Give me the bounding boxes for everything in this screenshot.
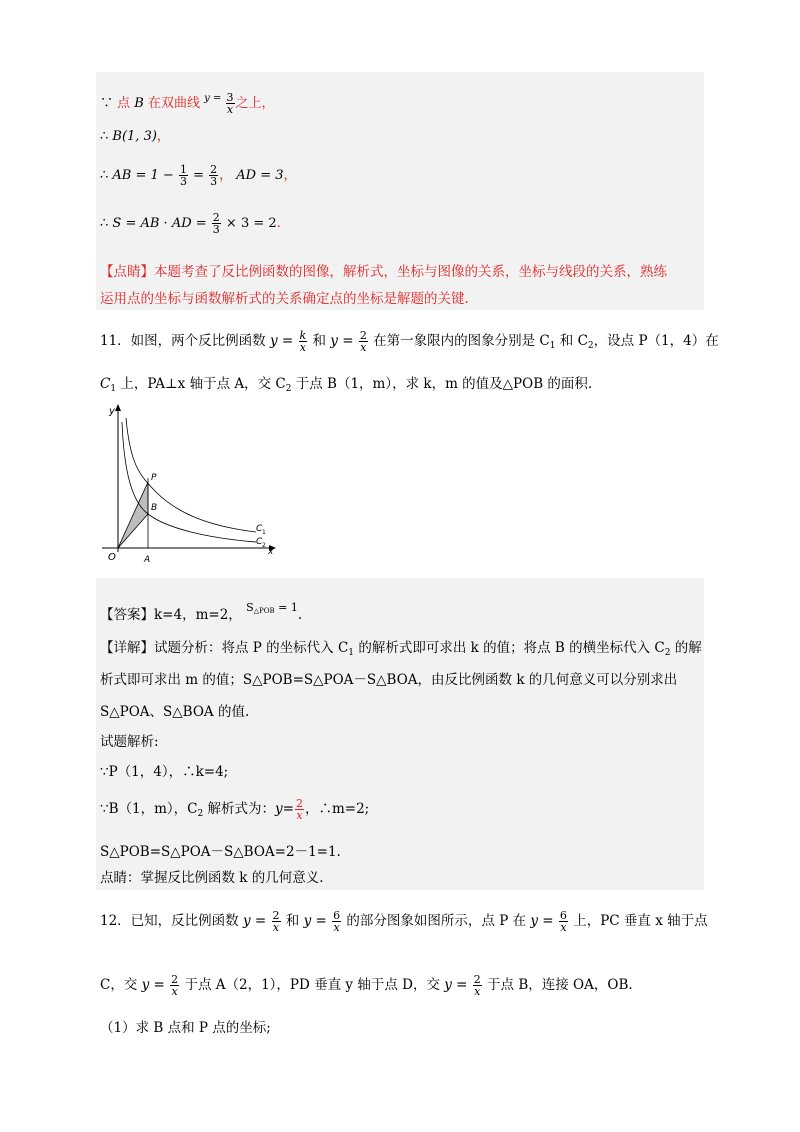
- q12-line-1: [100, 910, 708, 933]
- text: 【详解】试题分析：将点 P 的坐标代入 C: [100, 640, 349, 656]
- text: 在双曲线: [143, 96, 200, 111]
- text: AB = 1 −: [108, 168, 178, 183]
- point-b-label: B: [151, 503, 158, 513]
- because-symbol: ∵: [100, 96, 114, 111]
- text: 上，PC 垂直 x 轴于点: [568, 913, 708, 929]
- fraction-2-over-x: $\frac{2}{x}$: [295, 797, 303, 822]
- text: 于点 B，连接 OA，OB.: [482, 977, 633, 993]
- therefore-symbol: ∴: [100, 168, 109, 183]
- point-a-label: A: [144, 555, 151, 565]
- area-symbol: S: [246, 601, 254, 614]
- text: 之上，: [235, 96, 275, 111]
- text: C: [100, 376, 111, 392]
- eq: =: [209, 93, 225, 104]
- y-axis-label: y: [109, 406, 115, 417]
- q11-line-1: [100, 330, 719, 356]
- text: 的部分图象如图所示，点 P 在: [342, 913, 531, 929]
- c2-label: C: [256, 537, 263, 547]
- subscript: △POB: [253, 607, 275, 615]
- fraction-6-over-x: $\frac{6}{x}$: [559, 909, 567, 934]
- point-b: B: [134, 96, 144, 111]
- text: 于点 A（2，1），PD 垂直 y 轴于点 D，交: [180, 977, 445, 993]
- fraction-2-over-x: $\frac{2}{x}$: [171, 973, 179, 998]
- var-y: y: [204, 93, 210, 104]
- text: 上，PA⊥x 轴于点 A，交 C: [116, 376, 286, 392]
- fraction-1-3: $\frac{1}{3}$: [179, 163, 187, 188]
- answer-line-2: [100, 638, 702, 663]
- subscript: 2: [197, 809, 204, 819]
- text: C，交: [100, 977, 142, 993]
- text: 的解: [670, 640, 702, 656]
- answer-line-8: S△POB=S△POA－S△BOA=2－1=1.: [100, 844, 341, 860]
- c1-label: C: [256, 524, 263, 534]
- answer-line-5: 试题解析:: [100, 734, 159, 750]
- text: 的解析式即可求出 k 的值；将点 B 的横坐标代入 C: [354, 640, 665, 656]
- text: B(1, 3): [108, 129, 157, 144]
- solution-line-4: [100, 212, 281, 235]
- text: ，设点 P（1，4）在: [593, 333, 719, 349]
- subscript: 2: [587, 341, 594, 351]
- text: 解析式为：: [203, 801, 276, 817]
- text: 于点 B（1，m），求 k，m 的值及△POB 的面积.: [291, 376, 593, 392]
- text: =: [188, 168, 209, 183]
- text: 和: [281, 913, 304, 929]
- text: y=: [275, 801, 294, 817]
- fraction-3-over-x: $\frac{3}{x}$: [226, 91, 234, 116]
- subscript: 2: [285, 384, 292, 394]
- subscript: 2: [664, 648, 671, 658]
- var-y: y: [269, 333, 278, 349]
- text: ，∴m=2;: [304, 801, 370, 817]
- text: × 3 = 2: [221, 216, 277, 231]
- origin-label: O: [108, 552, 116, 563]
- fraction-2-over-x: $\frac{2}{x}$: [272, 909, 280, 934]
- var-y: y: [330, 333, 338, 349]
- eq: =: [277, 333, 298, 349]
- solution-line-1: [100, 90, 275, 115]
- text: .: [276, 216, 281, 231]
- text: y =: [530, 913, 558, 929]
- solution-line-3: [100, 164, 297, 187]
- c2-sub: 2: [262, 542, 266, 549]
- answer-line-9: 点睛：掌握反比例函数 k 的几何意义.: [100, 870, 324, 886]
- therefore-symbol: ∴: [100, 216, 109, 231]
- text: S = AB · AD =: [108, 216, 211, 231]
- curve-c2: [122, 422, 256, 542]
- c1-sub: 1: [262, 529, 266, 536]
- fraction-2-3: $\frac{2}{3}$: [212, 211, 220, 236]
- fraction-2-over-x: $\frac{2}{x}$: [473, 973, 481, 998]
- fraction-2-3: $\frac{2}{3}$: [210, 163, 218, 188]
- answer-line-7: [100, 798, 369, 824]
- text: 和: [308, 333, 331, 349]
- text: 点: [113, 96, 135, 111]
- therefore-symbol: ∴: [100, 129, 109, 144]
- q12-line-3: （1）求 B 点和 P 点的坐标;: [100, 1020, 271, 1036]
- comment-line-2: 运用点的坐标与函数解析式的关系确定点的坐标是解题的关键.: [100, 291, 469, 307]
- answer-line-3: 析式即可求出 m 的值；S△POB=S△POA－S△BOA，由反比例函数 k 的几何意义可以分别求出: [100, 672, 678, 688]
- text: AD = 3: [232, 168, 284, 183]
- text: = 1: [274, 601, 298, 614]
- hyperbola-figure: [96, 402, 286, 574]
- text: y =: [303, 913, 332, 929]
- comment-line-1: 【点睛】本题考查了反比例函数的图像，解析式，坐标与图像的关系，坐标与线段的关系，熟练: [100, 264, 667, 280]
- answer-line-1: [100, 598, 302, 625]
- text: y =: [242, 913, 271, 929]
- x-axis-label: x: [268, 547, 274, 557]
- text: ，: [219, 168, 233, 183]
- y-axis-arrow: [115, 404, 121, 411]
- q12-line-2: [100, 974, 633, 997]
- subscript: 1: [110, 384, 117, 394]
- text: 11．如图，两个反比例函数: [100, 333, 270, 349]
- subscript: 1: [549, 341, 556, 351]
- text: 12．已知，反比例函数: [100, 913, 243, 929]
- fraction-6-over-x: $\frac{6}{x}$: [333, 909, 341, 934]
- text: 和 C: [555, 333, 588, 349]
- point-p-label: P: [151, 473, 157, 483]
- text: 【答案】k=4，m=2，: [100, 607, 242, 623]
- answer-line-6: ∵P（1，4），∴k=4;: [100, 764, 229, 780]
- fraction-2-over-x: $\frac{2}{x}$: [359, 329, 367, 354]
- answer-line-4: S△POA、S△BOA 的值.: [100, 704, 250, 720]
- subscript: 1: [348, 648, 355, 658]
- text: ，: [156, 129, 170, 144]
- text: .: [297, 607, 303, 623]
- text: ，: [283, 168, 297, 183]
- text: ∵B（1，m），C: [100, 801, 198, 817]
- text: y =: [141, 977, 170, 993]
- solution-line-2: [100, 128, 170, 146]
- text: y =: [444, 977, 472, 993]
- fraction-k-over-x: $\frac{k}{x}$: [299, 329, 307, 354]
- text: 在第一象限内的图象分别是 C: [368, 333, 550, 349]
- q11-line-2: [100, 374, 592, 399]
- eq: =: [337, 333, 358, 349]
